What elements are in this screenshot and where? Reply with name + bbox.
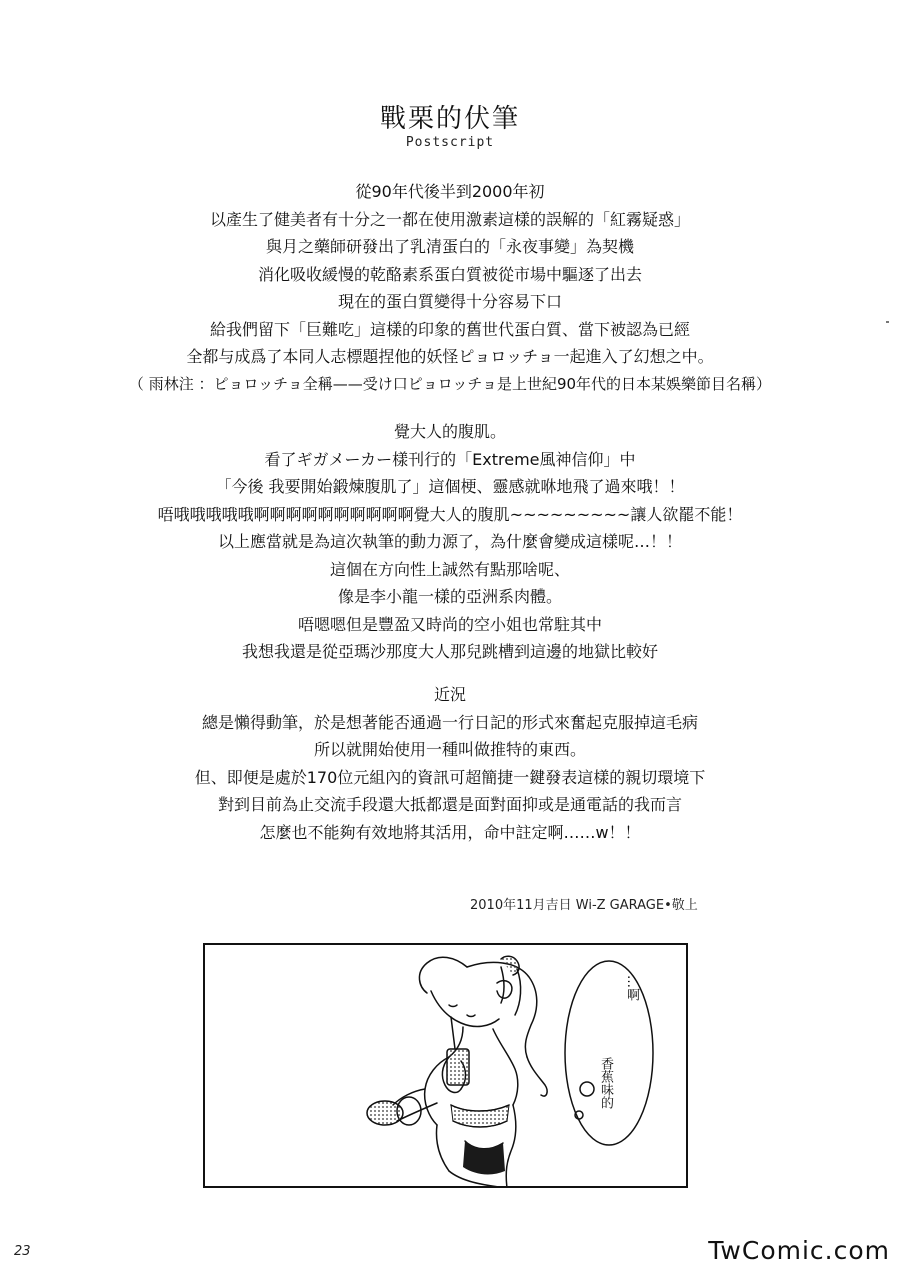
speech-bubble-line-1: …啊 bbox=[624, 975, 639, 1001]
text-line: 看了ギガメーカー樣刊行的「Extreme風神信仰」中 bbox=[264, 449, 636, 469]
text-line: 「今後 我要開始鍛煉腹肌了」這個梗、靈感就咻地飛了過來哦！！ bbox=[215, 477, 685, 496]
text-line: 總是懶得動筆，於是想著能否通過一行日記的形式來奮起克服掉這毛病 bbox=[201, 712, 698, 732]
text-line: 怎麼也不能夠有效地將其活用，命中註定啊……w！！ bbox=[259, 822, 641, 842]
text-line: 以上應當就是為這次執筆的動力源了，為什麼會變成這樣呢…！！ bbox=[217, 532, 682, 551]
postscript-paragraph-protein bbox=[0, 178, 900, 398]
text-line: 現在的蛋白質變得十分容易下口 bbox=[337, 292, 562, 311]
text-line: 但、即便是處於170位元組內的資訊可超簡捷一鍵發表這樣的親切環境下 bbox=[194, 767, 706, 787]
text-line: 所以就開始使用一種叫做推特的東西。 bbox=[313, 740, 586, 759]
text-line: 我想我還是從亞瑪沙那度大人那兒跳槽到這邊的地獄比較好 bbox=[241, 642, 658, 661]
text-line: 近況 bbox=[433, 685, 466, 704]
text-line: 消化吸收緩慢的乾酪素系蛋白質被從市場中驅逐了出去 bbox=[257, 264, 642, 284]
site-watermark: TwComic.com bbox=[708, 1236, 890, 1265]
page-title: 戰栗的伏筆 bbox=[379, 104, 520, 134]
manga-illustration bbox=[205, 945, 688, 1188]
text-line: 對到目前為止交流手段還大抵都還是面對面抑或是通電話的我而言 bbox=[217, 795, 682, 814]
text-line: 以產生了健美者有十分之一都在使用激素這樣的誤解的「紅霧疑惑」 bbox=[209, 209, 690, 229]
postscript-paragraph-abs bbox=[0, 418, 900, 666]
page-number: 23 bbox=[14, 1244, 31, 1259]
translator-note-line: （ 雨林注 ：ピョロッチョ全稱——受け口ピョロッチョ是上世紀90年代的日本某娛樂節目名稱） bbox=[128, 374, 772, 393]
text-line: 與月之藥師研發出了乳清蛋白的「永夜事變」為契機 bbox=[265, 237, 634, 256]
scan-speck bbox=[886, 321, 889, 323]
text-line: 像是李小龍一樣的亞洲系肉體。 bbox=[337, 587, 562, 606]
text-line: 從90年代後半到2000年初 bbox=[355, 182, 545, 201]
postscript-paragraph-recent bbox=[0, 681, 900, 846]
text-line: 全都与成爲了本同人志標題捏他的妖怪ピョロッチョ一起進入了幻想之中。 bbox=[186, 347, 714, 366]
text-line: 唔嗯嗯但是豐盈又時尚的空小姐也常駐其中 bbox=[297, 614, 602, 634]
manga-panel bbox=[203, 943, 688, 1188]
speech-bubble-line-2: 香蕉味的 bbox=[598, 1057, 613, 1109]
text-line: 給我們留下「巨難吃」這樣的印象的舊世代蛋白質、當下被認為已經 bbox=[209, 319, 690, 339]
text-line: 這個在方向性上誠然有點那啥呢、 bbox=[329, 559, 570, 579]
page-subtitle: Postscript bbox=[405, 135, 495, 150]
text-line: 覺大人的腹肌。 bbox=[393, 422, 506, 441]
text-line: 唔哦哦哦哦哦啊啊啊啊啊啊啊啊啊啊覺大人的腹肌~~~~~~~~~讓人欲罷不能！ bbox=[157, 504, 743, 524]
signature: 2010年11月吉日 Wi-Z GARAGE•敬上 bbox=[470, 898, 698, 913]
